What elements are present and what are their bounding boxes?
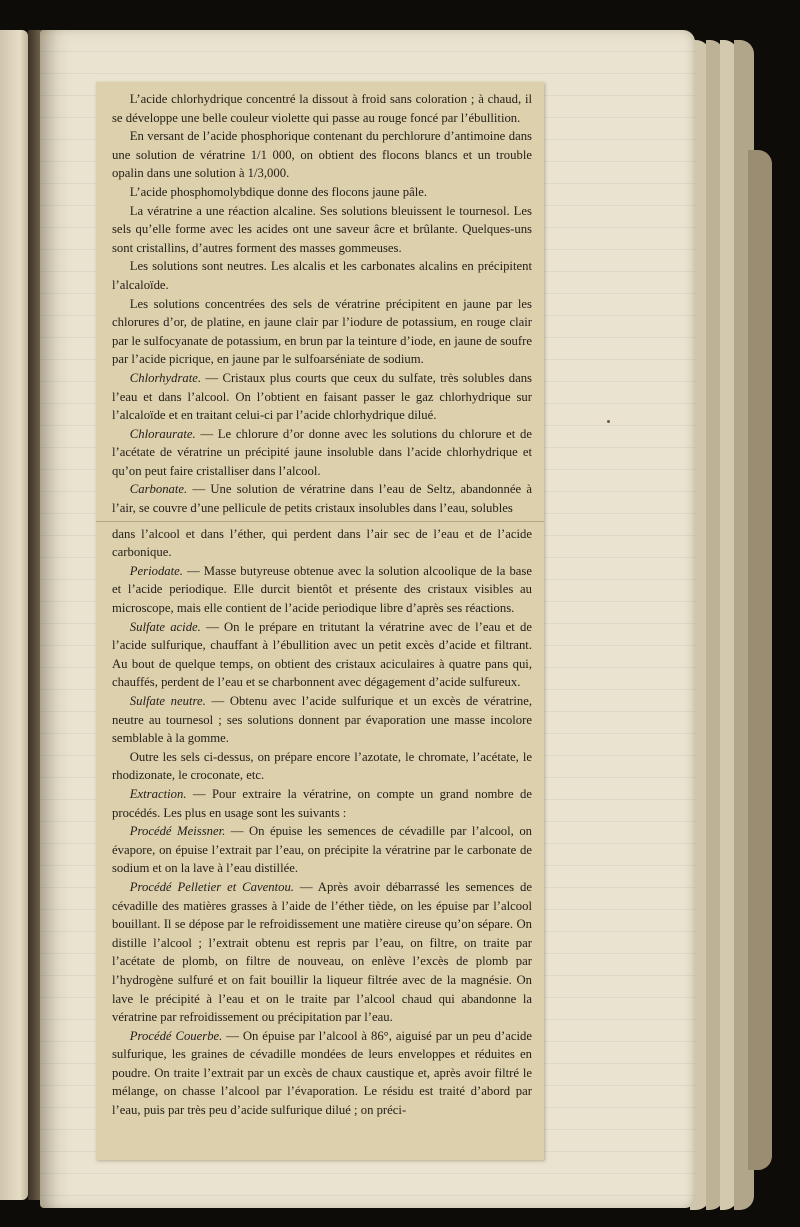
entry-term: Carbonate. [129,482,188,497]
text-paragraph: Outre les sels ci-dessus, on prépare encore l’azotate, le chromate, l’acétate, le rhodizonate, le croconate, etc. [112,749,532,783]
entry-term: Periodate. [129,563,183,578]
entry-term: Procédé Couerbe. [129,1028,223,1043]
entry-chloraurate [112,425,532,481]
entry-text: — Cristaux plus courts que ceux du sulfate, très solubles dans l’eau et dans l’alcool. On l’obtient en faisant passer le gaz chlorhydrique sur l’alcaloïde et en traitant celui-ci par l’acide chlorhydrique dilué. [112,370,532,423]
entry-term: Sulfate neutre. [129,694,206,708]
text-paragraph: L’acide phosphomolybdique donne des flocons jaune pâle. [129,184,428,199]
entry-chlorhydrate [112,369,532,425]
entry-sulfate-neutre [112,692,532,748]
entry-text: — On le prépare en tritutant la vératrine avec de l’eau et de l’acide sulfurique, chauffant à l’ébullition avec un petit excès d’acide et filtrant. Au bout de quelque temps, on obtient des cristaux aciculaires à quatre pans qui, chauffés, perdent de l’eau et se charbonnent avec dégagement d’acide sulfureux. [112,619,532,690]
entry-text: — Après avoir débarrassé les semences de cévadille des matières grasses à l’aide de l’éther tiède, on les épuise par l’alcool bouillant. Il se dépose par le refroidissement une matière cireuse qu’on sépare. On distille l’alcool ; l’extrait obtenu est repris par l’eau, on filtre, on traite par l’acétate de plomb, on filtre de nouveau, on enlève l’excès de plomb par l’hydrogène sulfuré et on fait bouillir la liqueur filtrée avec de la magnésie. On lave le précipité à l’eau et on le traite par l’alcool chaud qui abandonne la vératrine par refroidissement ou précipitation par l’eau. [112,879,532,1025]
pasted-clipping [96,82,544,1160]
entry-text: — Pour extraire la vératrine, on compte un grand nombre de procédés. Les plus en usage sont les suivants : [112,786,532,820]
entry-text: — On épuise par l’alcool à 86°, aiguisé par un peu d’acide sulfurique, les graines de cévadille mondées de leurs enveloppes et réduites en poudre. On traite l’extrait par un excès de chaux caustique et, après avoir filtré le mélange, on chasse l’alcool par l’évaporation. Le résidu est traité d’abord par l’eau, puis par très peu d’acide sulfurique dilué ; on préci- [112,1028,532,1118]
text-paragraph: La vératrine a une réaction alcaline. Ses solutions bleuissent le tournesol. Les sels qu’elle forme avec les acides ont une saveur âcre et brûlante. Quelques-uns sont cristallins, d’autres forment des masses gommeuses. [112,203,532,255]
entry-sulfate-acide [112,618,532,692]
entry-procede-couerbe [112,1027,532,1120]
entry-procede-meissner [112,822,532,878]
ink-speck [607,420,610,423]
entry-text: — Une solution de vératrine dans l’eau de Seltz, abandonnée à l’air, se couvre d’une pellicule de petits cristaux insolubles dans l’eau, solubles [112,482,532,516]
entry-term: Procédé Meissner. [129,824,226,839]
entry-term: Chloraurate. [129,426,196,441]
entry-term: Procédé Pelletier et Caventou. [129,879,294,894]
text-paragraph: Les solutions sont neutres. Les alcalis et les carbonates alcalins en précipitent l’alcaloïde. [112,259,532,292]
entry-term: Sulfate acide. [129,619,201,634]
text-paragraph: L’acide chlorhydrique concentré la dissout à froid sans coloration ; à chaud, il se développe une belle couleur violette qui passe au rouge foncé par l’ébullition. [112,92,532,125]
entry-periodate [112,562,532,618]
entry-text: — On épuise les semences de cévadille par l’alcool, on évapore, on épuise l’extrait par l’eau, on précipite la vératrine par le carbonate de sodium et on la lave à l’eau distillée. [112,824,533,876]
clipping-seam [96,521,544,522]
entry-text: — Le chlorure d’or donne avec les solutions du chlorure et de l’acétate de vératrine un précipité jaune insoluble dans l’acide chlorhydrique et qu’on peut faire cristalliser dans l’alcool. [112,426,532,478]
entry-extraction [112,785,532,822]
entry-procede-pelletier-caventou [112,878,532,1027]
entry-term: Chlorhydrate. [129,370,202,385]
left-page-edge [0,30,28,1200]
entry-text: — Obtenu avec l’acide sulfurique et un excès de vératrine, neutre au tournesol ; ses solutions donnent par évaporation une masse incolore semblable à la gomme. [112,694,532,746]
entry-carbonate [112,480,532,517]
page-edge [748,150,772,1170]
continuation-text: dans l’alcool et dans l’éther, qui perdent dans l’air sec de l’eau et de l’acide carbonique. [112,526,532,560]
text-paragraph: Les solutions concentrées des sels de vératrine précipitent en jaune par les chlorures d’or, de platine, en jaune clair par l’iodure de potassium, en rouge clair par le sulfocyanate de potassium, en brun par la teinture d’iode, en jaune de soufre par l’acide picrique, en jaune par le sulfoarséniate de sodium. [112,296,532,367]
entry-text: — Masse butyreuse obtenue avec la solution alcoolique de la base et l’acide periodique. Elle durcit bientôt et présente des cristaux visibles au microscope, mais elle contient de l’acide periodique libre d’après ses réactions. [112,563,532,616]
text-paragraph: En versant de l’acide phosphorique contenant du perchlorure d’antimoine dans une solution de vératrine 1/1 000, on obtient des flocons blancs et un trouble opalin dans une solution à 1/3,000. [112,129,532,181]
entry-term: Extraction. [129,786,187,801]
